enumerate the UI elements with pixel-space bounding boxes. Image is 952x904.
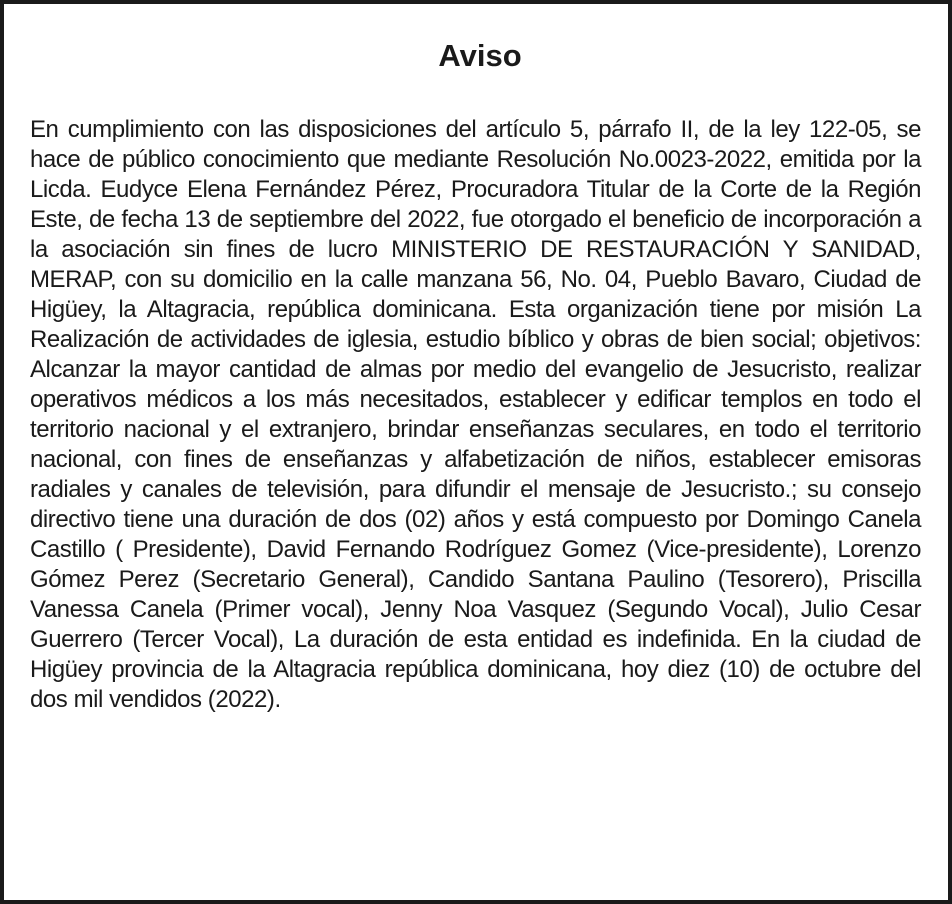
notice-body: En cumplimiento con las disposiciones del artículo 5, párrafo II, de la ley 122-05, se hace de público conocimiento que mediante Resolución No.0023-2022, emitida por la Licda. Eudyce Elena Fernández Pérez, Procuradora Titular de la Corte de la Región Este, de fecha 13 de septiembre del 2022, fue otorgado el beneficio de incorporación a la asociación sin fines de lucro MINISTERIO DE RESTAURACIÓN Y SANIDAD, MERAP, con su domicilio en la calle manzana 56, No. 04, Pueblo Bavaro, Ciudad de Higüey, la Altagracia, república dominicana. Esta organización tiene por misión La Realización de actividades de iglesia, estudio bíblico y obras de bien social; objetivos: Alcanzar la mayor cantidad de almas por medio del evangelio de Jesucristo, realizar operativos médicos a los más necesitados, establecer y edificar templos en todo el territorio nacional y el extranjero, brindar enseñanzas seculares, en todo el territorio nacional, con fines de enseñanzas y alfabetización de niños, establecer emisoras radiales y canales de televisión, para difundir el mensaje de Jesucristo.; su consejo directivo tiene una duración de dos (02) años y está compuesto por Domingo Canela Castillo ( Presidente), David Fernando Rodríguez Gomez (Vice-presidente), Lorenzo Gómez Perez (Secretario General), Candido Santana Paulino (Tesorero), Priscilla Vanessa Canela (Primer vocal), Jenny Noa Vasquez (Segundo Vocal), Julio Cesar Guerrero (Tercer Vocal), La duración de esta entidad es indefinida. En la ciudad de Higüey provincia de la Altagracia república dominicana, hoy diez (10) de octubre del dos mil vendidos (2022). (30, 116, 921, 713)
notice-title: Aviso (438, 38, 522, 73)
